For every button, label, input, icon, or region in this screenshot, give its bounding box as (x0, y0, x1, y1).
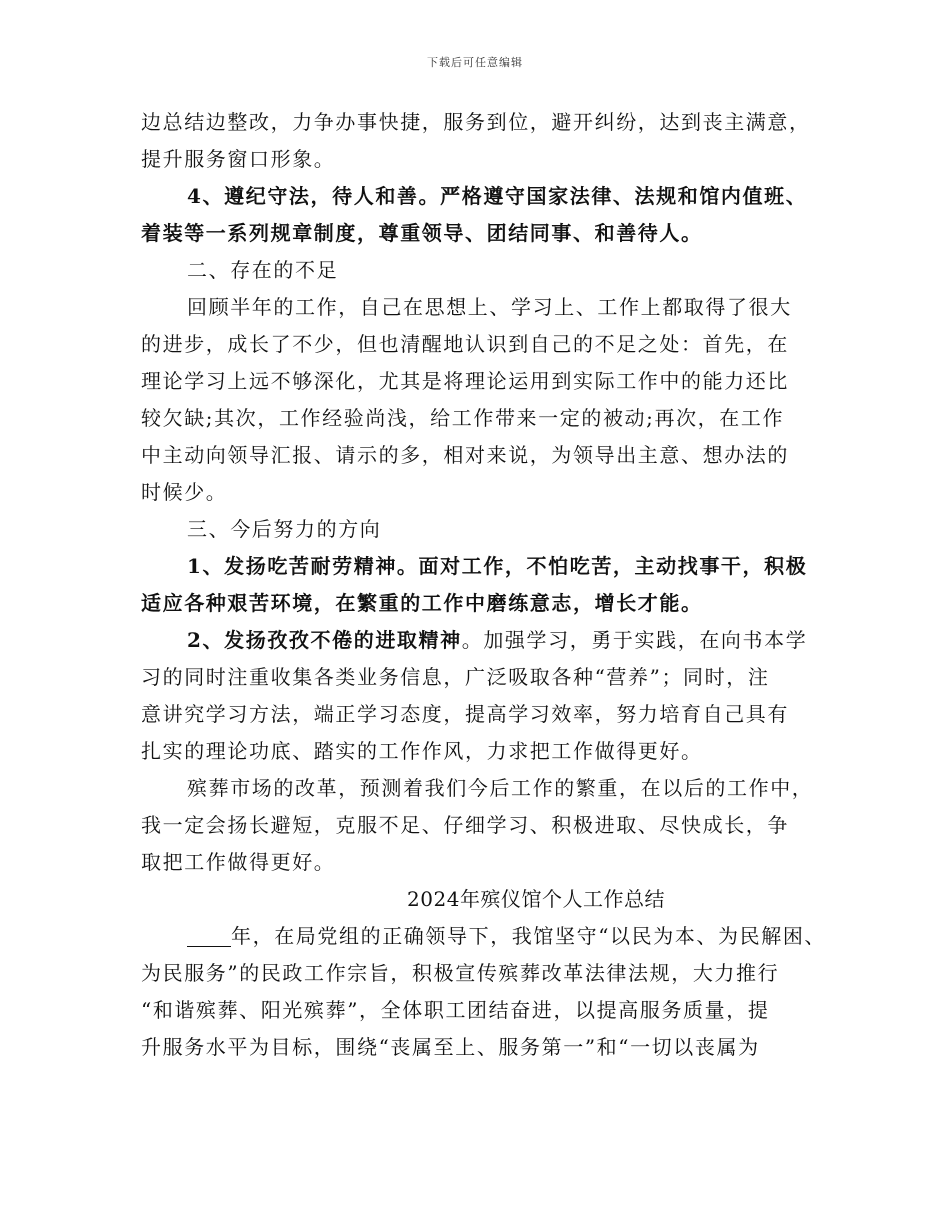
bold-lead: 2、发扬孜孜不倦的进取精神 (187, 628, 462, 652)
body-line: “和谐殡葬、阳光殡葬”，全体职工团结奋进，以提高服务质量，提 (141, 998, 770, 1022)
blank-underline (187, 924, 231, 947)
section-heading: 三、今后努力的方向 (187, 517, 382, 541)
body-line: 着装等一系列规章制度，尊重领导、团结同事、和善待人。 (141, 221, 703, 245)
body-line (141, 918, 831, 955)
body-line: 为民服务”的民政工作宗旨，积极宣传殡葬改革法律法规，大力推行 (141, 961, 780, 985)
body-line: 我一定会扬长避短，克服不足、仔细学习、积极进取、尽快成长，争 (141, 813, 789, 837)
line-rest: 。加强学习，勇于实践，在向书本学 (461, 628, 808, 652)
body-line: 提升服务窗口形象。 (141, 147, 336, 171)
body-line: 升服务水平为目标，围绕“丧属至上、服务第一”和“一切以丧属为 (141, 1035, 760, 1059)
body-line: 理论学习上远不够深化，尤其是将理论运用到实际工作中的能力还比 (141, 369, 789, 393)
body-line: 意讲究学习方法，端正学习态度，提高学习效率，努力培育自己具有 (141, 702, 789, 726)
body-line: 4、遵纪守法，待人和善。严格遵守国家法律、法规和馆内值班、 (187, 184, 808, 208)
body-line: 殡葬市场的改革，预测着我们今后工作的繁重，在以后的工作中， (187, 776, 814, 800)
body-line (141, 622, 831, 659)
body-line: 较欠缺;其次，工作经验尚浅，给工作带来一定的被动;再次，在工作 (141, 406, 785, 430)
document-title: 2024年殡仪馆个人工作总结 (407, 887, 665, 911)
body-line: 的进步，成长了不少，但也清醒地认识到自己的不足之处：首先，在 (141, 332, 789, 356)
section-heading: 二、存在的不足 (187, 258, 339, 282)
body-line: 边总结边整改，力争办事快捷，服务到位，避开纠纷，达到丧主满意， (141, 110, 811, 134)
body-line: 回顾半年的工作，自己在思想上、学习上、工作上都取得了很大 (187, 295, 792, 319)
body-line: 适应各种艰苦环境，在繁重的工作中磨练意志，增长才能。 (141, 591, 703, 615)
line-rest: 年，在局党组的正确领导下，我馆坚守“以民为本、为民解困、 (231, 924, 827, 948)
body-line: 习的同时注重收集各类业务信息，广泛吸取各种“营养”；同时，注 (141, 665, 770, 689)
body-line: 时候少。 (141, 480, 228, 504)
page-header: 下载后可任意编辑 (427, 56, 523, 69)
body-line: 取把工作做得更好。 (141, 850, 336, 874)
body-line: 中主动向领导汇报、请示的多，相对来说，为领导出主意、想办法的 (141, 443, 789, 467)
body-line: 扎实的理论功底、踏实的工作作风，力求把工作做得更好。 (141, 739, 703, 763)
body-line: 1、发扬吃苦耐劳精神。面对工作，不怕吃苦，主动找事干，积极 (187, 554, 808, 578)
document-body (141, 104, 831, 1066)
